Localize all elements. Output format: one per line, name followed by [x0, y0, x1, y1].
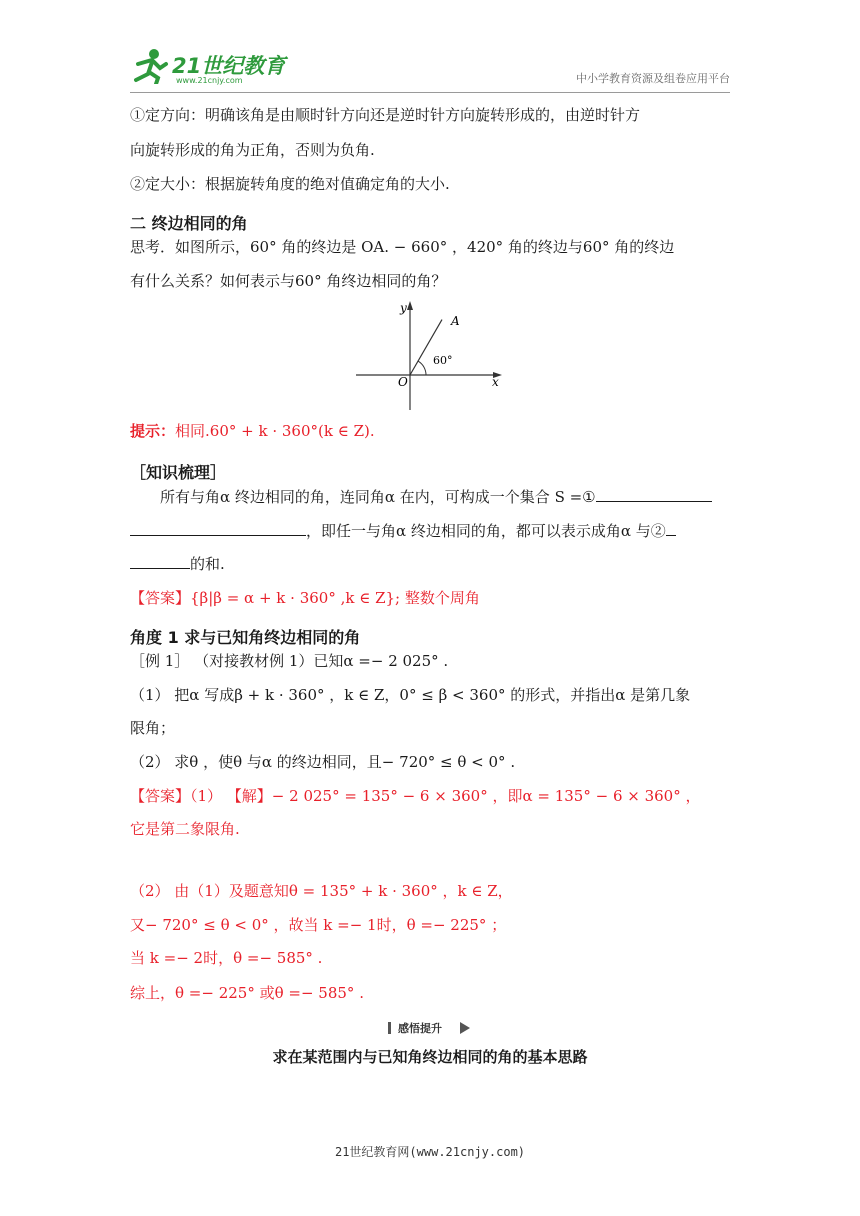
- think-line2: 有什么关系？如何表示与60° 角终边相同的角？: [130, 272, 447, 290]
- angle1-heading: 角度 1 求与已知角终边相同的角: [130, 628, 361, 647]
- answer2-line4: 综上，θ =− 225° 或θ =− 585° .: [130, 984, 364, 1002]
- header-divider: [130, 92, 730, 93]
- origin-label: O: [398, 375, 408, 389]
- angle-figure: [356, 300, 506, 412]
- rule-magnitude-line: ②定大小：根据旋转角度的绝对值确定角的大小.: [130, 175, 450, 193]
- blank-2b: [130, 554, 190, 569]
- answer-text: {β|β = α + k · 360° ,k ∈ Z}; 整数个周角: [190, 589, 480, 607]
- think-line1: 思考．如图所示，60° 角的终边是 OA. − 660° ，420° 角的终边与60° 角的终边: [130, 238, 675, 256]
- insight-tag-text: 感悟提升: [398, 1022, 442, 1035]
- header: [130, 44, 730, 92]
- knowledge-line2-text: ，即任一与角α 终边相同的角，都可以表示成角α 与②: [306, 522, 666, 540]
- answer1-line1: 【答案】（1） 【解】− 2 025° = 135° − 6 × 360° ，即α = 135° − 6 × 360° ，: [130, 787, 701, 805]
- point-a-label: A: [451, 314, 460, 328]
- footer-wrap: [0, 1141, 860, 1160]
- footer-text: 21世纪教育网(www.21cnjy.com): [334, 1145, 526, 1159]
- runner-logo-icon: [130, 48, 170, 84]
- logo-text: 21世纪教育: [172, 54, 286, 78]
- blank-2a: [666, 521, 676, 536]
- rule-direction-line1: ①定方向：明确该角是由顺时针方向还是逆时针方向旋转形成的，由逆时针方: [130, 106, 641, 124]
- insight-title-wrap: [0, 1046, 860, 1067]
- y-axis-arrow-icon: [407, 301, 413, 310]
- hint-text: 相同.60° + k · 360°(k ∈ Z).: [175, 422, 375, 440]
- answer-label: 【答案】: [130, 589, 191, 607]
- insight-title: 求在某范围内与已知角终边相同的角的基本思路: [272, 1048, 588, 1066]
- q1-line2: 限角；: [130, 719, 176, 737]
- x-axis-label: x: [492, 375, 499, 389]
- knowledge-line3-text: 的和.: [190, 555, 225, 573]
- blank-1a: [596, 487, 712, 502]
- logo: [130, 48, 286, 90]
- section-heading-coterminal: 二 终边相同的角: [130, 214, 248, 233]
- rule-direction-line2: 向旋转形成的角为正角，否则为负角.: [130, 141, 375, 159]
- knowledge-line1: [160, 486, 712, 508]
- answer2-line2: 又− 720° ≤ θ < 0° ，故当 k =− 1时，θ =− 225° ；: [130, 916, 507, 934]
- angle-label: 60°: [433, 354, 453, 367]
- insight-arrow-icon: [460, 1022, 470, 1034]
- insight-tag: [386, 1020, 480, 1036]
- hint-label: 提示：: [130, 422, 176, 440]
- answer2-line3: 当 k =− 2时，θ =− 585° .: [130, 949, 323, 967]
- insight-bar-icon: [388, 1022, 391, 1034]
- q2-line: （2） 求θ ，使θ 与α 的终边相同，且− 720° ≤ θ < 0° .: [130, 753, 516, 771]
- blank-1b: [130, 521, 306, 536]
- example1-line: ［例 1］ （对接教材例 1）已知α =− 2 025° .: [130, 652, 449, 670]
- logo-url: www.21cnjy.com: [176, 76, 243, 85]
- knowledge-heading: ［知识梳理］: [130, 463, 227, 482]
- answer2-line1: （2） 由（1）及题意知θ = 135° + k · 360° ，k ∈ Z，: [130, 882, 513, 900]
- q1-line1: （1） 把α 写成β + k · 360° ，k ∈ Z，0° ≤ β < 360° 的形式，并指出α 是第几象: [130, 686, 691, 704]
- y-axis-label: y: [400, 301, 407, 315]
- knowledge-line3: [130, 553, 225, 575]
- answer1-line2: 它是第二象限角.: [130, 820, 240, 838]
- knowledge-line1-text: 所有与角α 终边相同的角，连同角α 在内，可构成一个集合 S =①: [160, 488, 596, 506]
- header-platform-text: 中小学教育资源及组卷应用平台: [576, 72, 730, 85]
- knowledge-answer: [130, 587, 480, 609]
- knowledge-line2: [130, 520, 676, 542]
- angle-arc: [418, 361, 426, 375]
- hint: [130, 420, 375, 442]
